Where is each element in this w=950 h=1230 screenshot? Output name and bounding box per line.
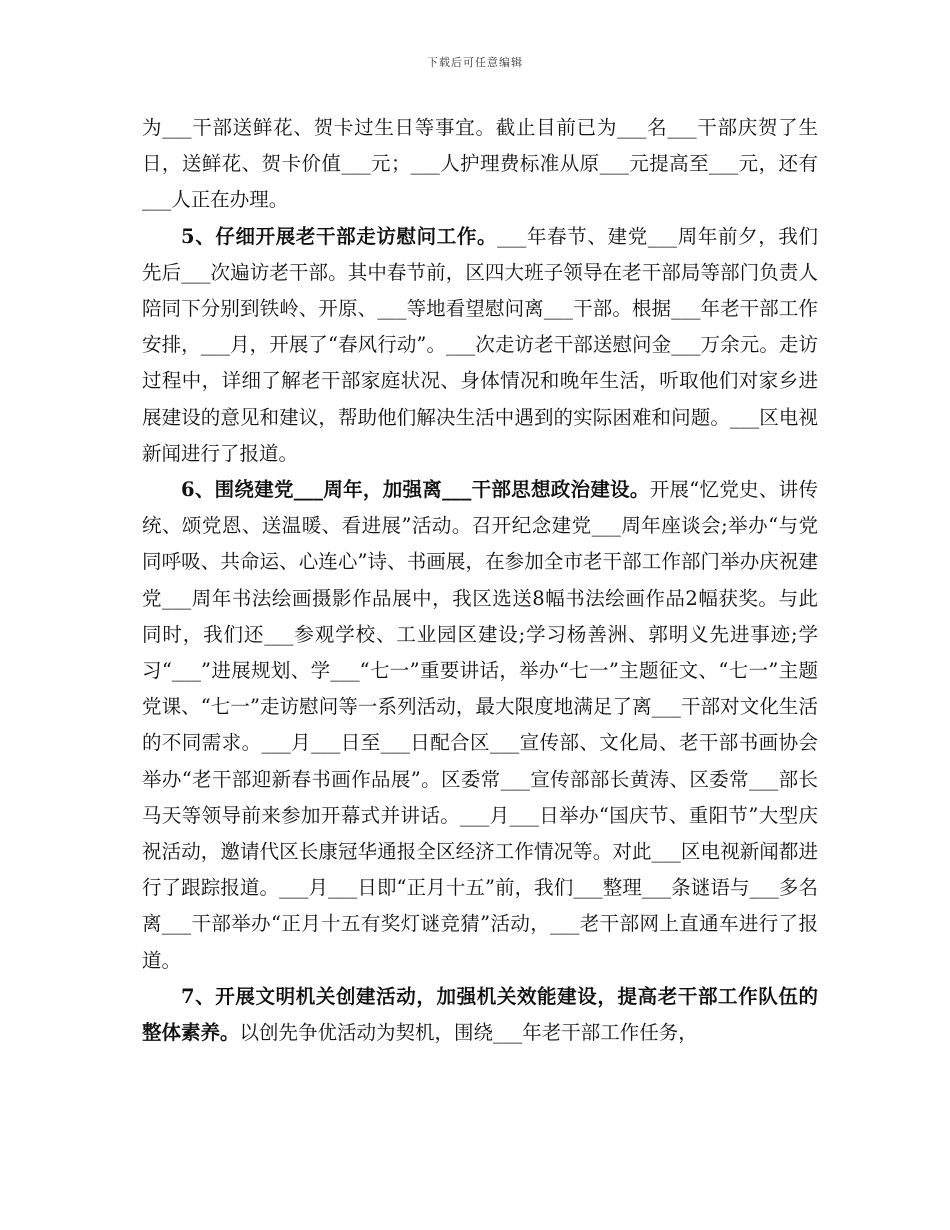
paragraph-text: 为___干部送鲜花、贺卡过生日等事宜。截止目前已为___名___干部庆贺了生日，送鲜花、贺卡价值___元；___人护理费标准从原___元提高至___元，还有___人正在办理。 (142, 116, 818, 212)
page-header: 下载后可任意编辑 (427, 56, 523, 69)
paragraph-heading: 7、开展文明机关创建活动，加强机关效能建设，提高老干部工作队伍的整体素养。 (142, 984, 818, 1045)
paragraph-text: 以创先争优活动为契机，围绕___年老干部工作任务， (239, 1021, 698, 1045)
paragraph-text: ___年春节、建党___周年前夕，我们先后___次遍访老干部。其中春节前，区四大班子领导在老干部局等部门负责人陪同下分别到铁岭、开原、___等地看望慰问离___干部。根据___年老干部工作安排，___月，开展了“春风行动”。___次走访老干部送慰问金___万余元。走访过程中，详细了解老干部家庭状况、身体情况和晚年生活，听取他们对家乡进展建设的意见和建议，帮助他们解决生活中遇到的实际困难和问题。___区电视新闻进行了报道。 (142, 224, 818, 465)
paragraph-item-5 (142, 219, 818, 472)
paragraph-text: 开展“忆党史、讲传统、颂党恩、送温暖、看进展”活动。召开纪念建党___周年座谈会;举办“与党同呼吸、共命运、心连心”诗、书画展，在参加全市老干部工作部门举办庆祝建党___周年书法绘画摄影作品展中，我区选送8幅书法绘画作品2幅获奖。与此同时，我们还___参观学校、工业园区建设;学习杨善洲、郭明义先进事迹;学习“___”进展规划、学___“七一”重要讲话，举办“七一”主题征文、“七一”主题党课、“七一”走访慰问等一系列活动，最大限度地满足了离___干部对文化生活的不同需求。___月___日至___日配合区___宣传部、文化局、老干部书画协会举办“老干部迎新春书画作品展”。区委常___宣传部部长黄涛、区委常___部长马天等领导前来参加开幕式并讲话。___月___日举办“国庆节、重阳节”大型庆祝活动，邀请代区长康冠华通报全区经济工作情况等。对此___区电视新闻都进行了跟踪报道。___月___日即“正月十五”前，我们___整理___条谜语与___多名离___干部举办“正月十五有奖灯谜竞猜”活动，___老干部网上直通车进行了报道。 (142, 478, 818, 972)
document-body (142, 110, 818, 1051)
paragraph-heading: 6、围绕建党___周年，加强离___干部思想政治建设。 (181, 478, 650, 502)
paragraph-continuation (142, 110, 818, 219)
paragraph-item-7 (142, 979, 818, 1051)
paragraph-heading: 5、仔细开展老干部走访慰问工作。 (181, 224, 498, 248)
paragraph-item-6 (142, 472, 818, 979)
